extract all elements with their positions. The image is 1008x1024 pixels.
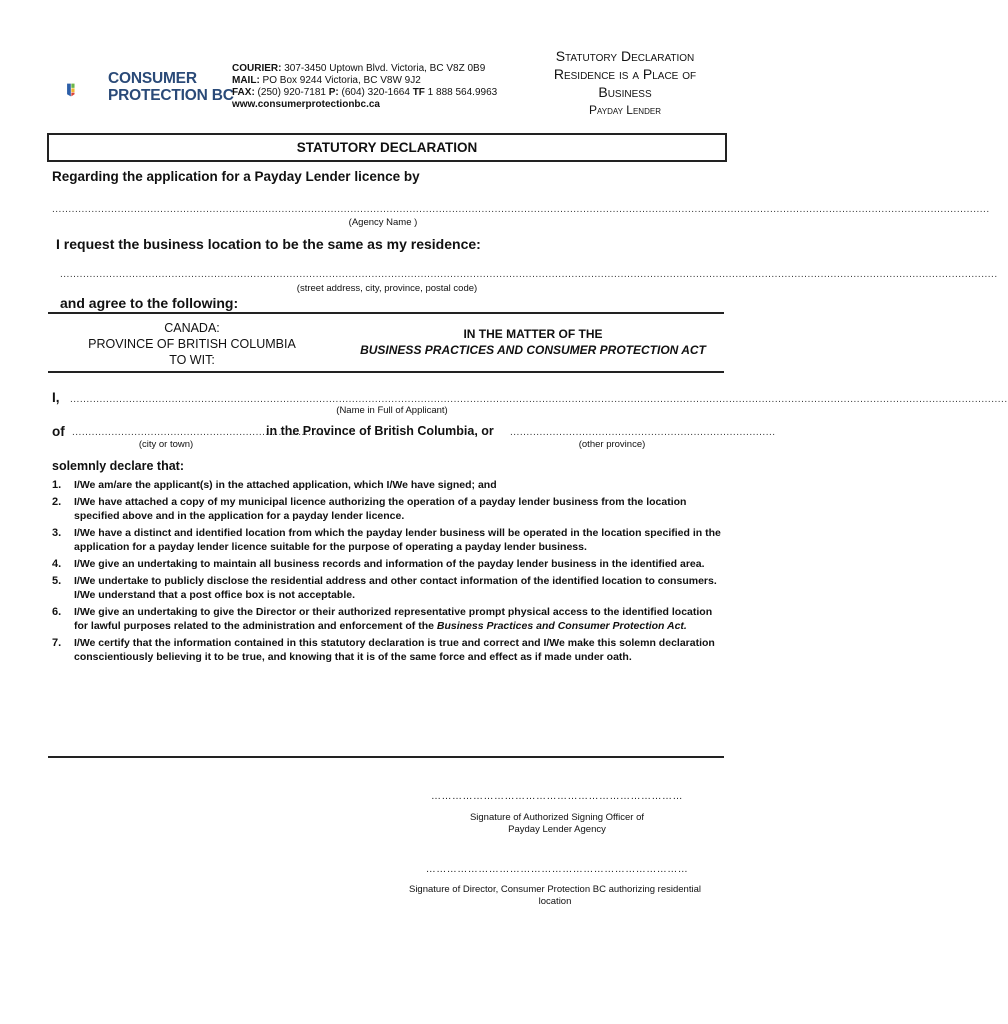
logo-shield-green	[71, 84, 74, 88]
title-line2: Residence is a Place of	[553, 66, 697, 82]
list-item	[52, 478, 722, 492]
other-province-field[interactable]: .................................................................................	[510, 427, 776, 438]
item-number: 6.	[52, 606, 62, 618]
request-text: I request the business location to be the same as my residence:	[56, 236, 481, 252]
divider-rule-1	[48, 312, 724, 314]
website-text[interactable]: www.consumerprotectionbc.ca	[232, 99, 380, 110]
sig2-caption-line1: Signature of Director, Consumer Protection BC authorizing residential	[408, 884, 701, 895]
jurisdiction-province: PROVINCE OF BRITISH COLUMBIA	[88, 337, 296, 351]
other-province-caption: (other province)	[578, 439, 646, 450]
director-signature-caption	[392, 884, 718, 908]
applicant-name-field[interactable]: ..............................................................................................................................................................................................................................................................................................	[70, 394, 1008, 405]
item-text: I/We give an undertaking to maintain all business records and information of the payday lender business in the identified area.	[74, 558, 705, 570]
declaration-list	[52, 478, 722, 666]
i-label: I,	[52, 390, 60, 405]
in-province-text: in the Province of British Columbia, or	[266, 424, 494, 438]
mail-label: MAIL:	[232, 75, 260, 86]
phone-label: P:	[328, 87, 339, 98]
item-text	[74, 605, 722, 633]
agency-name-field[interactable]: ..............................................................................................................................................................................................................................................................................................	[52, 204, 990, 215]
address-field[interactable]: ..............................................................................................................................................................................................................................................................................................	[60, 269, 998, 280]
document-title	[520, 47, 730, 119]
divider-rule-2	[48, 371, 724, 373]
website-link[interactable]	[232, 99, 497, 111]
sig1-caption-line1: Signature of Authorized Signing Officer of	[469, 812, 645, 823]
logo-line2: PROTECTION BC	[108, 87, 234, 104]
title-line4: Payday Lender	[589, 103, 661, 117]
jurisdiction-country: CANADA:	[164, 321, 220, 335]
declare-text: solemnly declare that:	[52, 459, 184, 473]
courier-line	[232, 63, 497, 75]
mail-address: PO Box 9244 Victoria, BC V8W 9J2	[259, 75, 421, 86]
applicant-name-caption: (Name in Full of Applicant)	[336, 405, 448, 416]
statutory-declaration-banner: STATUTORY DECLARATION	[47, 133, 727, 162]
title-line3: Business	[598, 84, 652, 100]
logo-wordmark	[108, 70, 234, 104]
divider-rule-3	[48, 756, 724, 758]
courier-label: COURIER:	[232, 63, 282, 74]
of-label: of	[52, 424, 65, 439]
list-item	[52, 636, 722, 664]
contact-block	[232, 63, 497, 111]
item-text: I/We have attached a copy of my municipal licence authorizing the operation of a payday lender business from the location specified above and in the application for a payday lender licence.	[74, 496, 687, 522]
sig2-caption-line2: location	[538, 896, 572, 907]
act-reference: Business Practices and Consumer Protection Act.	[436, 620, 687, 632]
title-line1: Statutory Declaration	[555, 48, 695, 64]
item-number: 4.	[52, 558, 62, 570]
list-item	[52, 557, 722, 571]
logo-shield-yellow	[71, 88, 74, 92]
jurisdiction-block	[82, 320, 302, 368]
mail-line	[232, 75, 497, 87]
item-number: 3.	[52, 527, 62, 539]
item-text-before: I/We give an undertaking to give the Director or their authorized representative prompt physical access to the identified location for lawful purposes related to the administration and enforcement of the	[74, 606, 713, 632]
address-caption: (street address, city, province, postal code)	[296, 283, 478, 294]
director-signature-line[interactable]: …………………………………………………………………	[425, 864, 689, 875]
item-number: 2.	[52, 496, 62, 508]
consumer-protection-bc-logo	[66, 62, 106, 118]
item-text: I/We certify that the information contained in this statutory declaration is true and correct and I/We make this solemn declaration conscientiously believing it to be true, and knowing that it is of the same force and effect as if made under oath.	[74, 637, 715, 663]
jurisdiction-to-wit: TO WIT:	[169, 353, 215, 367]
list-item	[52, 574, 722, 602]
matter-line1: IN THE MATTER OF THE	[463, 327, 603, 341]
matter-block	[340, 326, 726, 358]
authorized-officer-signature-line[interactable]: ………………………………………………………………	[431, 791, 683, 802]
act-name: BUSINESS PRACTICES AND CONSUMER PROTECTION ACT	[360, 343, 706, 357]
city-caption: (city or town)	[138, 439, 194, 450]
logo-line1: CONSUMER	[108, 70, 197, 87]
tollfree-number: 1 888 564.9963	[424, 87, 498, 98]
fax-label: FAX:	[232, 87, 255, 98]
agree-text: and agree to the following:	[60, 295, 239, 311]
fax-number: (250) 920-7181	[254, 87, 329, 98]
fax-line	[232, 87, 497, 99]
logo-shield-red	[71, 93, 74, 97]
tollfree-label: TF	[412, 87, 425, 98]
authorized-officer-signature-caption	[400, 812, 714, 836]
item-text: I/We have a distinct and identified location from which the payday lender business will be operated in the location specified in the application for a payday lender licence suitable for the purpose of operating a payday lender business.	[74, 527, 721, 553]
logo-shield-blue	[67, 84, 71, 97]
list-item	[52, 495, 722, 523]
sig1-caption-line2: Payday Lender Agency	[508, 824, 606, 835]
phone-number: (604) 320-1664	[338, 87, 413, 98]
agency-name-caption: (Agency Name )	[348, 217, 418, 228]
item-number: 1.	[52, 479, 62, 491]
item-text: I/We undertake to publicly disclose the residential address and other contact information of the identified location to consumers. I/We understand that a post office box is not acceptable.	[74, 575, 717, 601]
item-number: 7.	[52, 637, 62, 649]
list-item	[52, 526, 722, 554]
item-number: 5.	[52, 575, 62, 587]
regarding-text: Regarding the application for a Payday Lender licence by	[52, 169, 420, 184]
list-item	[52, 605, 722, 633]
city-field[interactable]: .................................................................................	[72, 427, 338, 438]
item-text: I/We am/are the applicant(s) in the attached application, which I/We have signed; and	[74, 479, 497, 491]
courier-address: 307-3450 Uptown Blvd. Victoria, BC V8Z 0B9	[281, 63, 486, 74]
